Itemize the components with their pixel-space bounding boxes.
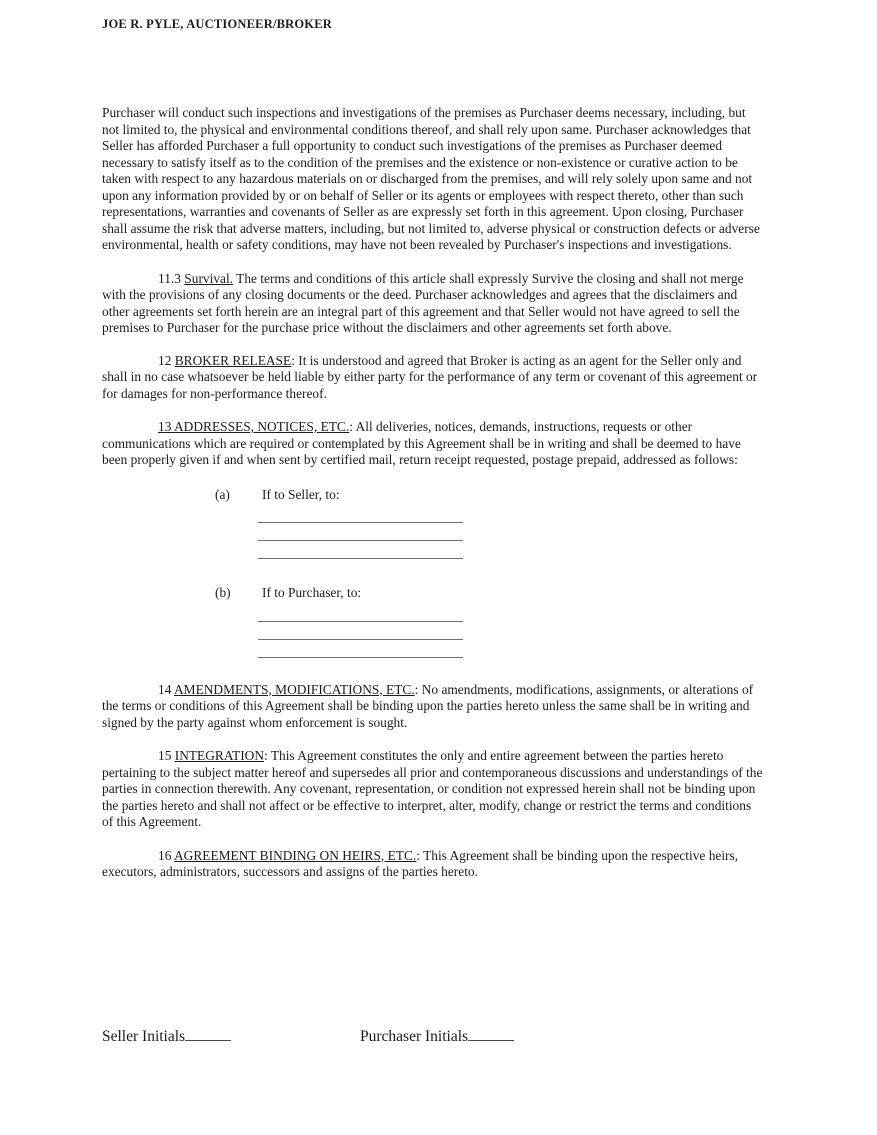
section-survival-number: 11.3 — [158, 270, 185, 286]
document-content — [102, 0, 765, 881]
section-survival-text: The terms and conditions of this article shall expressly Survive the closing and shall not merge with the provisions of any closing documents or the deed. Purchaser acknowledges and agrees that the disclaimers and other agreements set forth herein are an integral part of this agreement and that Seller would not have agreed to sell the premises to Purchaser for the purchase price without the disclaimers and other agreements set forth above. — [102, 270, 744, 335]
section-broker-release-title: BROKER RELEASE — [174, 352, 292, 368]
section-amendments-text: : No amendments, modifications, assignments, or alterations of the terms or conditions of this Agreement shall be binding upon the parties hereto unless the same shall be in writing and signed by the party against whom enforcement is sought. — [102, 681, 754, 730]
section-heirs-title: AGREEMENT BINDING ON HEIRS, ETC. — [174, 847, 417, 863]
section-heirs-text: : This Agreement shall be binding upon the respective heirs, executors, administrators, successors and assigns of the parties hereto. — [102, 847, 739, 879]
notice-purchaser-label: (b) — [215, 585, 231, 600]
notice-seller-row — [102, 487, 765, 504]
purchaser-initials-blank — [468, 1026, 514, 1041]
purchaser-initials-label: Purchaser Initials — [360, 1028, 469, 1045]
seller-initials-item — [102, 1026, 231, 1046]
initials-footer — [102, 1026, 765, 1046]
intro-paragraph: Purchaser will conduct such inspections and investigations of the premises as Purchaser deems necessary, including, but not limited to, the physical and environmental conditions thereof, and shall rely upon same. Purchaser acknowledges that Seller has afforded Purchaser a full opportunity to conduct such investigations of the premises as Purchaser deemed necessary to satisfy itself as to the condition of the premises and the existence or non-existence or curative action to be taken with respect to any hazardous materials on or discharged from the premises, and will rely solely upon same and not upon any information provided by or on behalf of Seller or its agents or employees with respect thereto, other than such representations, warranties and covenants of Seller as are expressly set forth in this agreement. Upon closing, Purchaser shall assume the risk that adverse matters, including, but not limited to, adverse physical or construction defects or adverse environmental, health or safety conditions, may have not been revealed by Purchaser's inspections and investigations. — [102, 105, 760, 252]
section-integration-text: : This Agreement constitutes the only and entire agreement between the parties hereto pertaining to the subject matter hereof and supersedes all prior and contemporaneous discussions and understandings of the parties in connection therewith. Any covenant, representation, or condition not expressed herein shall not be binding upon the parties hereto and shall not affect or be effective to interpret, alter, modify, change or restrict the terms and conditions of this Agreement. — [102, 748, 763, 829]
section-broker-release-number: 12 — [158, 352, 175, 368]
section-heirs-number: 16 — [158, 847, 174, 863]
section-amendments — [102, 682, 765, 732]
purchaser-address-line-2 — [258, 622, 463, 640]
section-integration-title: INTEGRATION — [174, 748, 265, 763]
section-addresses-notices — [102, 419, 765, 469]
section-amendments-number: 14 — [158, 681, 174, 697]
notice-purchaser-row — [102, 585, 765, 602]
purchaser-address-line-3 — [258, 640, 463, 658]
purchaser-address-lines — [258, 604, 463, 658]
section-addresses-notices-text: : All deliveries, notices, demands, instructions, requests or other communications which are required or contemplated by this Agreement shall be in writing and shall be deemed to have been properly given if and when sent by certified mail, return receipt requested, postage prepaid, addressed as follows: — [102, 419, 741, 467]
notice-seller-label: (a) — [215, 486, 230, 502]
notice-seller-text: If to Seller, to: — [262, 486, 340, 502]
seller-address-line-2 — [258, 523, 463, 541]
section-survival-title: Survival. — [184, 270, 234, 286]
section-survival — [102, 271, 765, 337]
purchaser-initials-item — [360, 1026, 514, 1046]
section-addresses-notices-title: 13 ADDRESSES, NOTICES, ETC. — [158, 419, 350, 434]
document-header-title: JOE R. PYLE, AUCTIONEER/BROKER — [102, 17, 332, 31]
seller-initials-label: Seller Initials — [102, 1028, 186, 1045]
seller-address-line-1 — [258, 505, 463, 523]
section-broker-release — [102, 353, 765, 403]
seller-address-line-3 — [258, 541, 463, 559]
section-amendments-title: AMENDMENTS, MODIFICATIONS, ETC. — [174, 681, 415, 697]
section-integration — [102, 748, 765, 831]
section-integration-number: 15 — [158, 748, 175, 763]
seller-initials-blank — [185, 1026, 231, 1041]
section-heirs — [102, 848, 765, 881]
seller-address-lines — [258, 505, 463, 559]
section-broker-release-text: : It is understood and agreed that Broker is acting as an agent for the Seller only and shall in no case whatsoever be held liable by either party for the performance of any term or covenant of this agreement or for damages for non-performance thereof. — [102, 352, 758, 401]
purchaser-address-line-1 — [258, 604, 463, 622]
notice-purchaser-text: If to Purchaser, to: — [262, 585, 362, 600]
